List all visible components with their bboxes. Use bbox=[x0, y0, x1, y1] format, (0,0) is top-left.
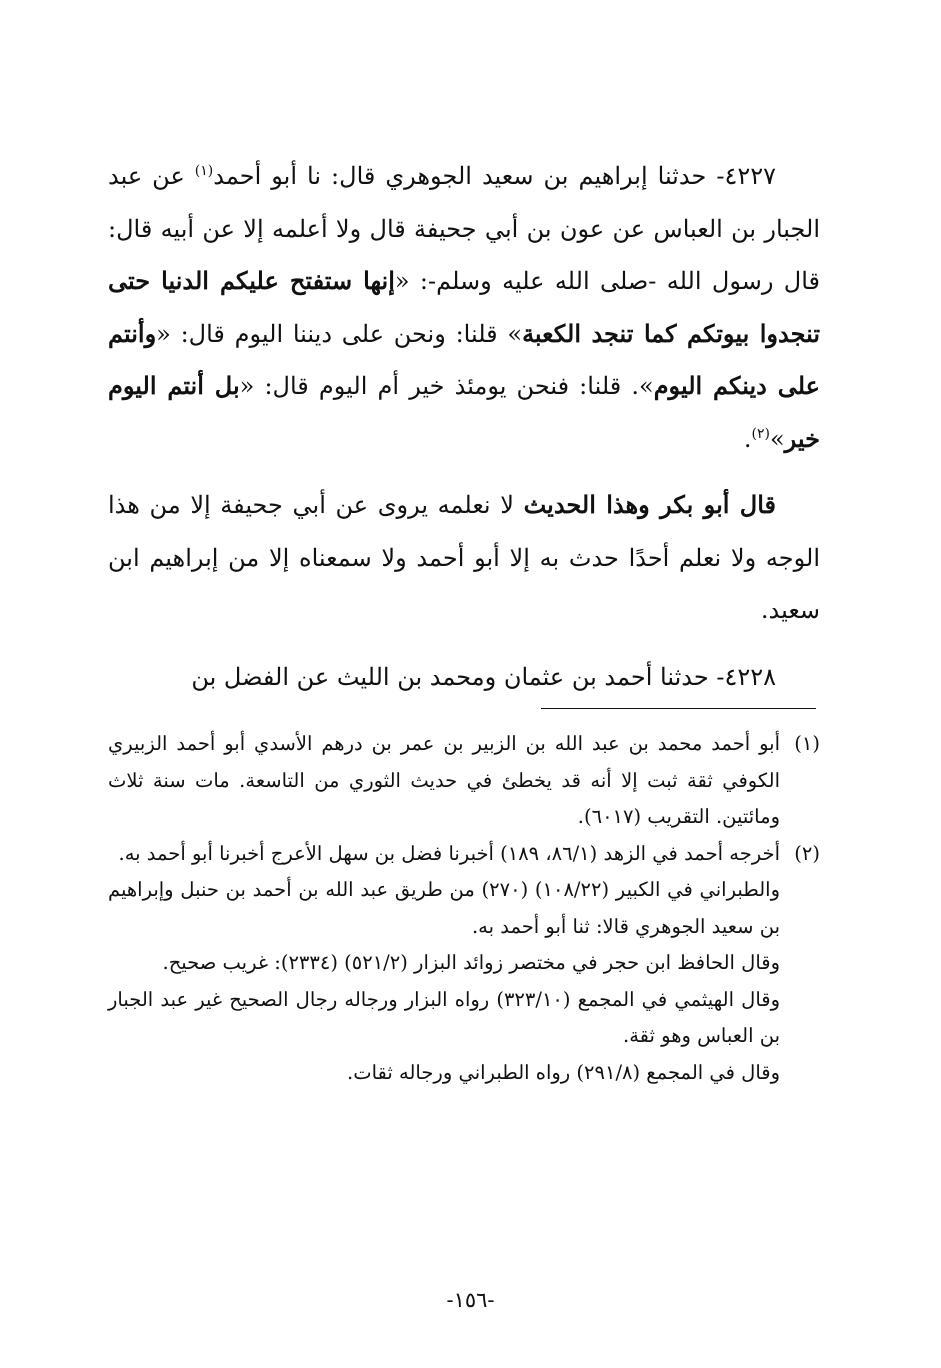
footnote-2-haythami: وقال الهيثمي في المجمع (٣٢٣/١٠) رواه البزار ورجاله رجال الصحيح غير عبد الجبار بن العباس وهو ثقة. bbox=[108, 987, 781, 1047]
footnote-text: أخرجه أحمد في الزهد (٨٦/١، ١٨٩) أخبرنا فضل بن سهل الأعرج أخبرنا أبو أحمد به. bbox=[118, 841, 780, 865]
narration-mid-1: » قلنا: ونحن على ديننا اليوم قال: « bbox=[156, 319, 523, 348]
hadith-number: ٤٢٢٨- bbox=[716, 662, 776, 691]
footnote-2-tabarani: والطبراني في الكبير (١٠٨/٢٢) (٢٧٠) من طريق عبد الله بن أحمد بن حنبل وإبراهيم بن سعيد الجوهري قالا: ثنا أبو أحمد به. bbox=[108, 878, 781, 938]
comment-lead: قال أبو بكر وهذا الحديث bbox=[523, 490, 776, 519]
sentence-end: . bbox=[743, 424, 752, 453]
footnote-ref-2[interactable]: (٢) bbox=[751, 425, 770, 442]
footnote-separator bbox=[541, 708, 816, 709]
matn-1: إنها ستفتح عليكم الدنيا حتى تنجدوا بيوتكم كما تنجد الكعبة bbox=[108, 266, 820, 348]
isnad-text: حدثنا إبراهيم بن سعيد الجوهري قال: نا أبو أحمد bbox=[213, 162, 717, 190]
quote-close: » bbox=[769, 424, 785, 453]
footnote-2-ibn-hajar: وقال الحافظ ابن حجر في مختصر زوائد البزار (٥٢١/٢) (٢٣٣٤): غريب صحيح. bbox=[162, 951, 780, 974]
page-number: -١٥٦- bbox=[446, 1288, 495, 1312]
hadith-4228-text: حدثنا أحمد بن عثمان ومحمد بن الليث عن الفضل بن bbox=[191, 662, 717, 691]
footnotes bbox=[108, 726, 820, 1091]
author-comment bbox=[108, 479, 820, 637]
hadith-4227 bbox=[108, 150, 820, 465]
matn-2: وأنتم على دينكم اليوم bbox=[108, 318, 821, 400]
comment-text: لا نعلمه يروى عن أبي جحيفة إلا من هذا الوجه ولا نعلم أحدًا حدث به إلا أبو أحمد ولا سمعناه إلا من إبراهيم ابن سعيد. bbox=[108, 491, 820, 624]
narration-mid-2: ». قلنا: فنحن يومئذ خير أم اليوم قال: « bbox=[239, 372, 654, 400]
footnote-text: أبو أحمد محمد بن عبد الله بن الزبير بن عمر بن درهم الأسدي أبو أحمد الزبيري الكوفي ثقة ثبت إلا أنه قد يخطئ في حديث الثوري من التاسعة. مات سنة ثلاث ومائتين. التقريب (٦٠١٧). bbox=[108, 732, 780, 828]
hadith-number: ٤٢٢٧- bbox=[716, 162, 776, 190]
main-text bbox=[108, 150, 820, 703]
footnote-1 bbox=[108, 726, 820, 836]
matn-3: بل أنتم اليوم خير bbox=[108, 371, 820, 453]
footnote-2-majma: وقال في المجمع (٢٩١/٨) رواه الطبراني ورجاله ثقات. bbox=[347, 1060, 780, 1084]
isnad-continuation: عن عبد الجبار بن العباس عن عون بن أبي جحيفة قال ولا أعلمه إلا عن أبيه قال: قال رسول الله -صلى الله عليه وسلم-: « bbox=[108, 162, 820, 295]
footnote-number: (٢) bbox=[794, 841, 820, 865]
footnote-ref-1[interactable]: (١) bbox=[194, 163, 214, 179]
hadith-4228 bbox=[108, 651, 820, 704]
footnote-2 bbox=[108, 836, 820, 873]
footnote-number: (١) bbox=[794, 732, 820, 755]
